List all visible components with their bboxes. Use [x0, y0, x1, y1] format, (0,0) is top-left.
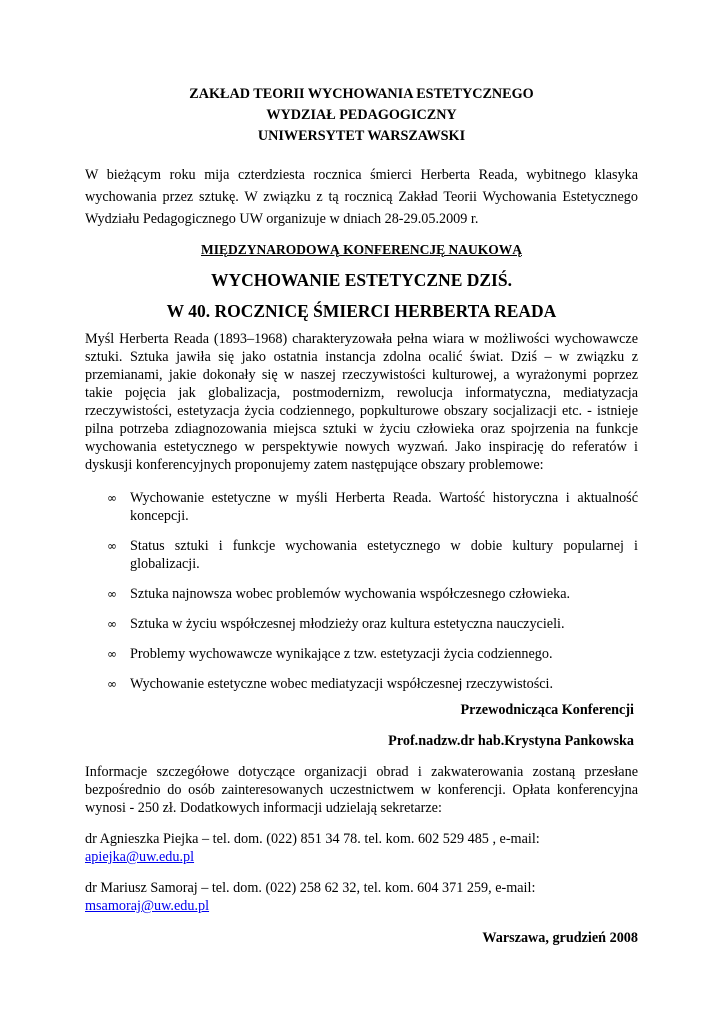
institution-header: [85, 84, 638, 147]
conference-subtitle: W 40. ROCZNICĘ ŚMIERCI HERBERTA READA: [166, 301, 557, 321]
header-line-faculty: WYDZIAŁ PEDAGOGICZNY: [266, 107, 457, 123]
topic-text: Wychowanie estetyczne wobec mediatyzacji współczesnej rzeczywistości.: [130, 676, 554, 692]
list-item: [85, 489, 638, 525]
conference-label: MIĘDZYNARODOWĄ KONFERENCJĘ NAUKOWĄ: [200, 242, 522, 257]
email-link[interactable]: apiejka@uw.edu.pl: [85, 849, 195, 865]
list-item: [85, 537, 638, 573]
infinity-bullet-icon: ∞: [107, 539, 117, 553]
contact-secretary-2: [85, 879, 638, 915]
list-item: [85, 675, 638, 693]
topic-text: Wychowanie estetyczne w myśli Herberta Reada. Wartość historyczna i aktualność koncepcji.: [130, 490, 638, 524]
infinity-bullet-icon: ∞: [107, 647, 117, 661]
conference-title: WYCHOWANIE ESTETYCZNE DZIŚ.: [211, 270, 512, 290]
contact-text: dr Agnieszka Piejka – tel. dom. (022) 851 34 78. tel. kom. 602 529 485 , e-mail:: [85, 831, 540, 847]
infinity-bullet-icon: ∞: [107, 491, 117, 505]
topic-text: Sztuka najnowsza wobec problemów wychowania współczesnego człowieka.: [130, 586, 571, 602]
list-item: [85, 615, 638, 633]
signature-name: Prof.nadzw.dr hab.Krystyna Pankowska: [388, 733, 634, 749]
info-paragraph: Informacje szczegółowe dotyczące organizacji obrad i zakwaterowania zostaną przesłane bezpośrednio do osób zainteresowanych uczestnictwem w konferencji. Opłata konferencyjna wynosi - 250 zł. Dodatkowych informacji udzielają sekretarze:: [85, 764, 638, 816]
place-date: Warszawa, grudzień 2008: [482, 930, 638, 946]
infinity-bullet-icon: ∞: [107, 587, 117, 601]
topic-text: Problemy wychowawcze wynikające z tzw. estetyzacji życia codziennego.: [130, 646, 553, 662]
header-line-department: ZAKŁAD TEORII WYCHOWANIA ESTETYCZNEGO: [189, 86, 534, 102]
contact-secretary-1: [85, 830, 638, 866]
list-item: [85, 585, 638, 603]
contact-text: dr Mariusz Samoraj – tel. dom. (022) 258 62 32, tel. kom. 604 371 259, e-mail:: [85, 880, 536, 896]
topic-text: Sztuka w życiu współczesnej młodzieży oraz kultura estetyczna nauczycieli.: [130, 616, 565, 632]
document-page: [85, 84, 638, 947]
signature-role: Przewodnicząca Konferencji: [460, 702, 634, 718]
topics-list: [85, 489, 638, 693]
email-link[interactable]: msamoraj@uw.edu.pl: [85, 898, 210, 914]
description-paragraph: Myśl Herberta Reada (1893–1968) charakteryzowała pełna wiara w możliwości wychowawcze sztuki. Sztuka jawiła się jako ostatnia instancja zdolna ocalić świat. Dziś – w związku z przemianami, jakie dokonały się w naszej rzeczywistości kulturowej, a wyrażonymi poprzez takie pojęcia jak globalizacja, postmodernizm, rewolucja informatyczna, mediatyzacja rzeczywistości, estetyzacja życia codziennego, popkulturowe obszary socjalizacji etc. - istnieje pilna potrzeba zdiagnozowania miejsca sztuki w życiu człowieka oraz spojrzenia na funkcje wychowania estetycznego w perspektywie nowych wyzwań. Jako inspirację do referatów i dyskusji konferencyjnych proponujemy zatem następujące obszary problemowe:: [85, 331, 638, 473]
intro-paragraph: W bieżącym roku mija czterdziesta rocznica śmierci Herberta Reada, wybitnego klasyka wychowania przez sztukę. W związku z tą rocznicą Zakład Teorii Wychowania Estetycznego Wydziału Pedagogicznego UW organizuje w dniach 28-29.05.2009 r.: [85, 167, 638, 227]
infinity-bullet-icon: ∞: [107, 677, 117, 691]
header-line-university: UNIWERSYTET WARSZAWSKI: [257, 128, 466, 144]
list-item: [85, 645, 638, 663]
infinity-bullet-icon: ∞: [107, 617, 117, 631]
topic-text: Status sztuki i funkcje wychowania estetycznego w dobie kultury popularnej i globalizacji.: [130, 538, 638, 572]
